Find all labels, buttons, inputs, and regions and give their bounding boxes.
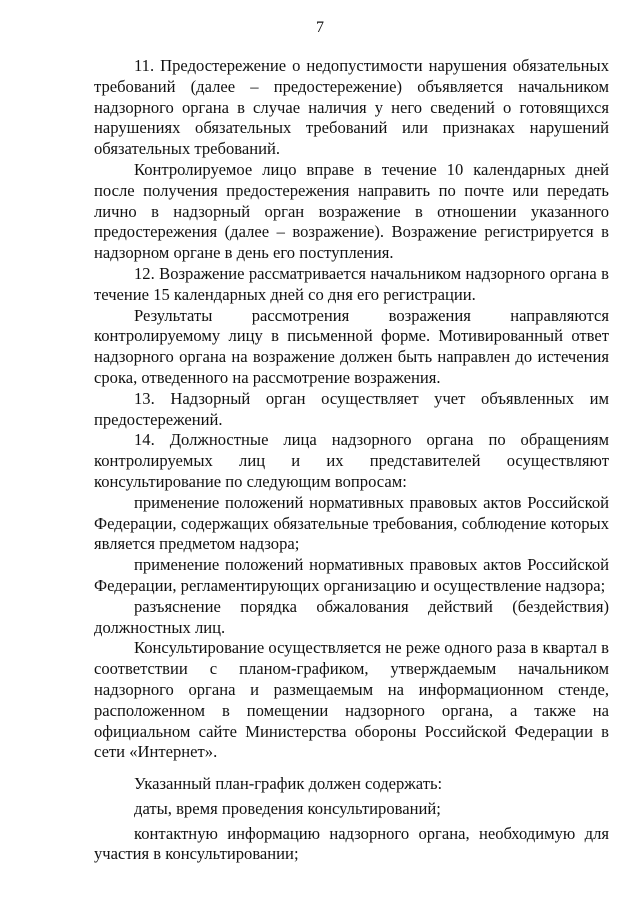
document-body <box>94 56 609 865</box>
paragraph-13: 13. Надзорный орган осуществляет учет объявленных им предостережений. <box>94 388 609 429</box>
list-item-organization: применение положений нормативных правовых актов Российской Федерации, регламентирующих организацию и осуществление надзора; <box>94 555 609 595</box>
paragraph-consulting: Консультирование осуществляется не реже одного раза в квартал в соответствии с планом-графиком, утверждаемым начальником надзорного органа и размещаемым на информационном стенде, расположенном в помещении надзорного органа, а также на официальном сайте Министерства обороны Российской Федерации в сети «Интернет». <box>94 638 609 762</box>
paragraph-14: 14. Должностные лица надзорного органа по обращениям контролируемых лиц и их представителей осуществляют консультирование по следующим вопросам: <box>94 430 609 491</box>
paragraph-11: 11. Предостережение о недопустимости нарушения обязательных требований (далее – предостережение) объявляется начальником надзорного органа в случае наличия у него сведений о готовящихся нарушениях обязательных требований или признаках нарушений обязательных требований. <box>94 56 609 159</box>
paragraph-12: 12. Возражение рассматривается начальником надзорного органа в течение 15 календарных дней со дня его регистрации. <box>94 263 609 304</box>
list-item-contacts: контактную информацию надзорного органа, необходимую для участия в консультировании; <box>94 823 609 864</box>
list-item-requirements: применение положений нормативных правовых актов Российской Федерации, содержащих обязательные требования, соблюдение которых является предметом надзора; <box>94 492 609 554</box>
page-number: 7 <box>316 19 324 36</box>
list-item-dates: даты, время проведения консультирований; <box>134 798 441 818</box>
list-item-appeal: разъяснение порядка обжалования действий (бездействия) должностных лиц. <box>94 596 609 637</box>
paragraph-results: Результаты рассмотрения возражения направляются контролируемому лицу в письменной форме. Мотивированный ответ надзорного органа на возражение должен быть направлен до истечения срока, отведенного на рассмотрение возражения. <box>94 305 609 387</box>
paragraph-objection-right: Контролируемое лицо вправе в течение 10 календарных дней после получения предостережения направить по почте или передать лично в надзорный орган возражение в отношении указанного предостережения (далее – возражение). Возражение регистрируется в надзорном органе в день его поступления. <box>94 159 609 263</box>
paragraph-schedule-contents: Указанный план-график должен содержать: <box>134 774 443 794</box>
